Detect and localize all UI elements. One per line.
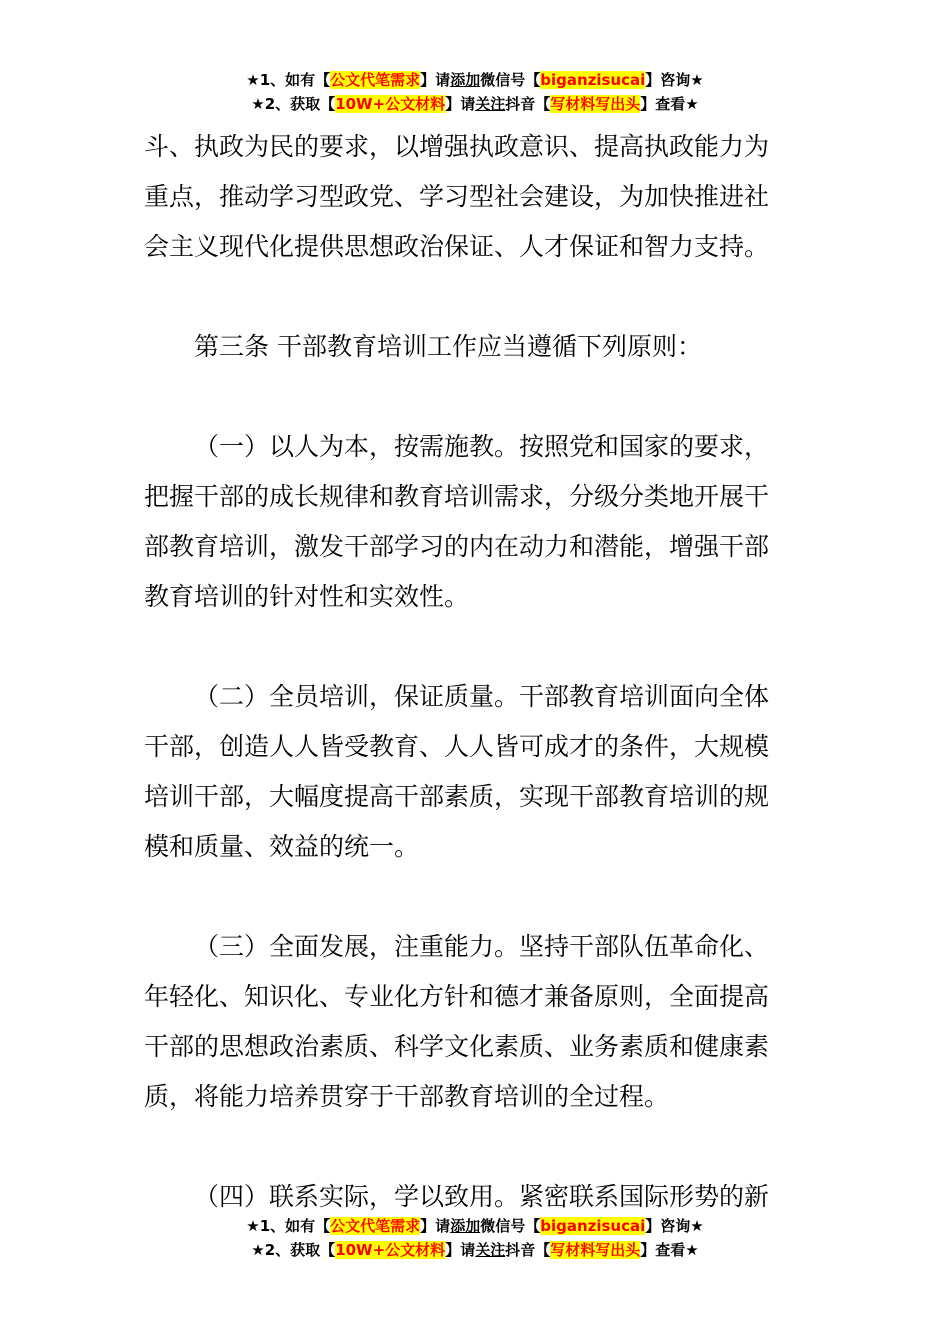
highlight-wechat-id: biganzisucai <box>540 71 646 89</box>
star-icon: ★ <box>246 1217 260 1235</box>
highlight-service: 公文代笔需求 <box>330 1217 421 1235</box>
principle-item-1: （一）以人为本，按需施教。按照党和国家的要求， 把握干部的成长规律和教育培训需求，分级分类地开展干 部教育培训，激发干部学习的内在动力和潜能，增强干部 教育培训的针对性和实效性。 <box>144 432 770 611</box>
highlight-douyin-account: 写材料写出头 <box>550 95 641 113</box>
paragraph-continuation: 斗、执政为民的要求，以增强执政意识、提高执政能力为 重点，推动学习型政党、学习型社会建设，为加快推进社 会主义现代化提供思想政治保证、人才保证和智力支持。 <box>144 132 770 261</box>
banner-line-2: ★2、获取【10W+公文材料】请关注抖音【写材料写出头】查看★ <box>251 1241 699 1259</box>
banner-line-1: ★1、如有【公文代笔需求】请添加微信号【biganzisucai】咨询★ <box>246 71 704 89</box>
principle-item-3: （三）全面发展，注重能力。坚持干部队伍革命化、 年轻化、知识化、专业化方针和德才兼备原则，全面提高 干部的思想政治素质、科学文化素质、业务素质和健康素 质，将能力培养贯穿于干部教育培训的全过程。 <box>144 932 770 1111</box>
principle-item-2: （二）全员培训，保证质量。干部教育培训面向全体 干部，创造人人皆受教育、人人皆可成才的条件，大规模 培训干部，大幅度提高干部素质，实现干部教育培训的规 模和质量、效益的统一。 <box>144 682 770 861</box>
highlight-materials: 10W+公文材料 <box>335 95 446 113</box>
document-body <box>144 122 809 1222</box>
star-icon: ★ <box>246 71 260 89</box>
banner-line-1: ★1、如有【公文代笔需求】请添加微信号【biganzisucai】咨询★ <box>246 1217 704 1235</box>
highlight-douyin-account: 写材料写出头 <box>550 1241 641 1259</box>
highlight-service: 公文代笔需求 <box>330 71 421 89</box>
banner-line-2: ★2、获取【10W+公文材料】请关注抖音【写材料写出头】查看★ <box>251 95 699 113</box>
highlight-materials: 10W+公文材料 <box>335 1241 446 1259</box>
principle-item-4: （四）联系实际，学以致用。紧密联系国际形势的新 <box>194 1182 770 1211</box>
star-icon: ★ <box>251 95 265 113</box>
article-3-heading: 第三条 干部教育培训工作应当遵循下列原则： <box>194 332 702 361</box>
highlight-wechat-id: biganzisucai <box>540 1217 646 1235</box>
header-banner <box>0 68 950 116</box>
footer-banner <box>0 1214 950 1262</box>
star-icon: ★ <box>251 1241 265 1259</box>
